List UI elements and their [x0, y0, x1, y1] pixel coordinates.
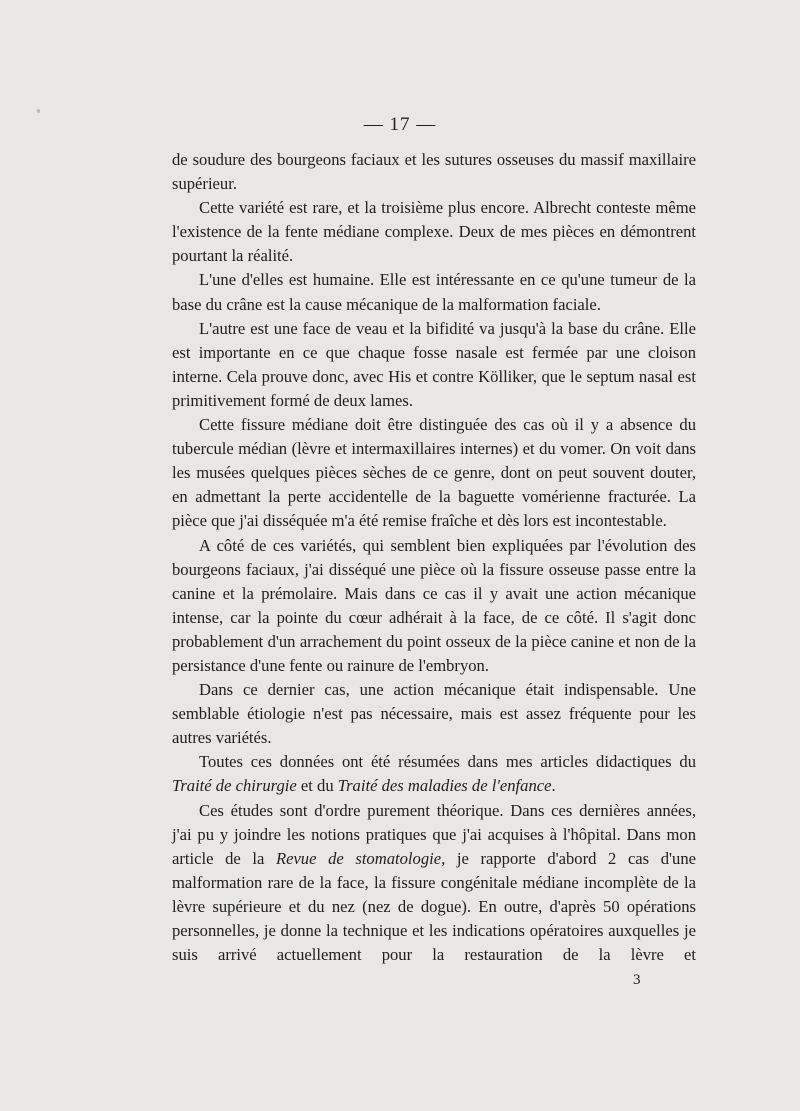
paragraph: Cette fissure médiane doit être distinguée des cas où il y a absence du tubercule médian (lèvre et intermaxillaires internes) et du vomer. On voit dans les musées quelques pièces sèches de ce genre, dont on peut souvent douter, en admettant la perte accidentelle de la baguette vomérienne fracturée. La pièce que j'ai disséquée m'a été remise fraîche et dès lors est incontestable. — [172, 415, 696, 531]
signature-mark: 3 — [633, 972, 641, 988]
paragraph — [172, 750, 696, 798]
text-span: et du — [296, 776, 338, 796]
book-title: Traité de chirurgie — [172, 776, 297, 796]
paragraph: L'autre est une face de veau et la bifidité va jusqu'à la base du crâne. Elle est importante en ce que chaque fosse nasale est fermée par une cloison interne. Cela prouve donc, avec His et contre Kölliker, que le septum nasal est primitivement formé de deux lames. — [172, 318, 696, 410]
paragraph: Cette variété est rare, et la troisième plus encore. Albrecht conteste même l'existence de la fente médiane complexe. Deux de mes pièces en démontrent pourtant la réalité. — [172, 198, 696, 266]
paragraph: A côté de ces variétés, qui semblent bien expliquées par l'évolution des bourgeons faciaux, j'ai disséqué une pièce où la fissure osseuse passe entre la canine et la prémolaire. Mais dans ce cas il y avait une action mécanique intense, car la pointe du cœur adhérait à la face, de ce côté. Il s'agit donc probablement d'un arrachement du point osseux de la pièce canine et non de la persistance d'une fente ou rainure de l'embryon. — [172, 535, 696, 675]
paragraph: Dans ce dernier cas, une action mécanique était indispensable. Une semblable étiologie n'est pas nécessaire, mais est assez fréquente pour les autres variétés. — [172, 680, 696, 748]
text-span: . — [551, 776, 556, 796]
paper-speck — [37, 109, 40, 113]
paragraph: de soudure des bourgeons faciaux et les sutures osseuses du massif maxillaire supérieur. — [172, 150, 696, 194]
paragraph: L'une d'elles est humaine. Elle est intéressante en ce qu'une tumeur de la base du crâne est la cause mécanique de la malformation faciale. — [172, 270, 696, 314]
text-span: je rapporte d'abord 2 cas d'une malformation rare de la face, la fissure congénitale médiane incomplète de la lèvre supérieure et du nez (nez de dogue). En outre, d'après 50 opérations personnelles, je donne la technique et les indications opératoires auxquelles je suis arrivé actuellement pour la restauration de la lèvre et — [172, 848, 696, 965]
paragraph — [172, 799, 696, 968]
book-title: Traité des maladies de l'enfance — [337, 776, 552, 796]
text-span: Ces études sont d'ordre purement théorique. Dans ces dernières années, j'ai pu y joindre les notions pratiques que j'ai acquises à l'hôpital. Dans mon article de la — [172, 800, 696, 868]
journal-title: Revue de stomatologie, — [275, 848, 446, 868]
page-number: — 17 — — [363, 114, 437, 135]
body-text — [172, 148, 696, 967]
text-span: Toutes ces données ont été résumées dans mes articles didactiques du — [199, 752, 696, 772]
